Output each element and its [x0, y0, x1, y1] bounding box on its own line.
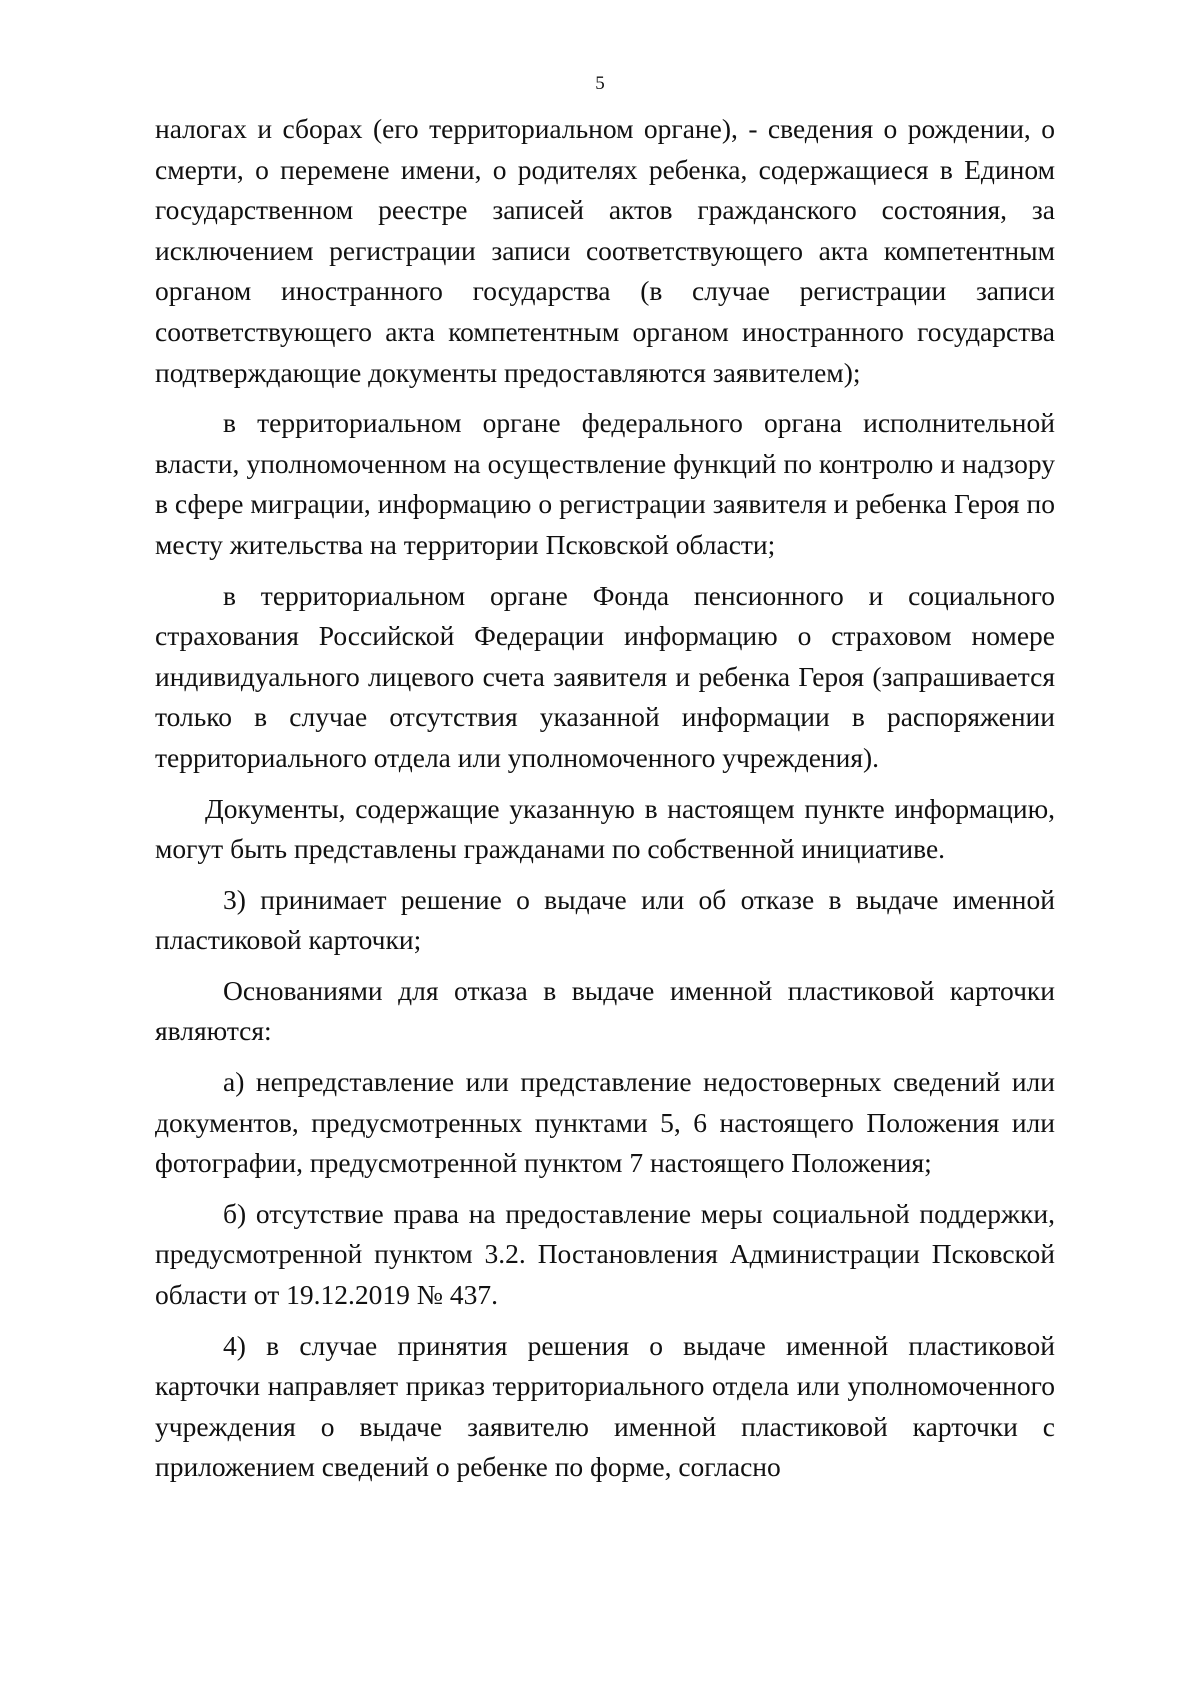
paragraph-documents-initiative: Документы, содержащие указанную в настоящем пункте информацию, могут быть представлены гражданами по собственной инициативе.	[155, 792, 1055, 865]
paragraph-ground-b: б) отсутствие права на предоставление меры социальной поддержки, предусмотренной пунктом 3.2. Постановления Администрации Псковской области от 19.12.2019 № 437.	[155, 1197, 1055, 1311]
paragraph-ground-a: а) непредставление или представление недостоверных сведений или документов, предусмотренных пунктами 5, 6 настоящего Положения или фотографии, предусмотренной пунктом 7 настоящего Положения;	[155, 1066, 1055, 1179]
paragraph-pension-fund-request: в территориальном органе Фонда пенсионного и социального страхования Российской Федерации информацию о страховом номере индивидуального лицевого счета заявителя и ребенка Героя (запрашивается только в случае отсутствия указанной информации в распоряжении территориального отдела или уполномоченного учреждения).	[155, 579, 1055, 773]
paragraph-item-3-decision: 3) принимает решение о выдаче или об отказе в выдаче именной пластиковой карточки;	[155, 883, 1055, 956]
paragraph-refusal-grounds: Основаниями для отказа в выдаче именной пластиковой карточки являются:	[155, 974, 1055, 1047]
paragraph-zags-continuation: налогах и сборах (его территориальном органе), - сведения о рождении, о смерти, о перемене имени, о родителях ребенка, содержащиеся в Едином государственном реестре записей актов гражданского состояния, за исключением регистрации записи соответствующего акта компетентным органом иностранного государства (в случае регистрации записи соответствующего акта компетентным органом иностранного государства подтверждающие документы предоставляются заявителем);	[155, 113, 1055, 388]
page-number: 5	[595, 73, 605, 94]
document-body	[155, 109, 1055, 1488]
paragraph-migration-request: в территориальном органе федерального органа исполнительной власти, уполномоченном на осуществление функций по контролю и надзору в сфере миграции, информацию о регистрации заявителя и ребенка Героя по месту жительства на территории Псковской области;	[155, 407, 1055, 560]
paragraph-item-4-order: 4) в случае принятия решения о выдаче именной пластиковой карточки направляет приказ территориального отдела или уполномоченного учреждения о выдаче заявителю именной пластиковой карточки с приложением сведений о ребенке по форме, согласно	[155, 1329, 1055, 1483]
